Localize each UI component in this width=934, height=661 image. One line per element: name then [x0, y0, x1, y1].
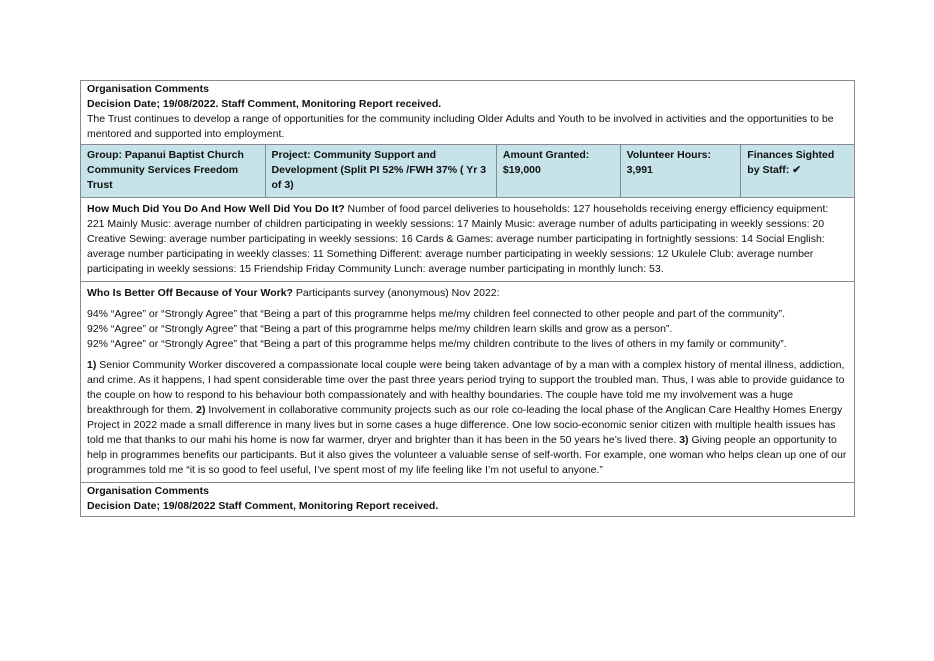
organisation-comments-footer [81, 483, 854, 516]
survey-stat: 94% “Agree” or “Strongly Agree” that “Being a part of this programme helps me/my children feel connected to other people and part of the community”. [87, 308, 786, 320]
story-text: Senior Community Worker discovered a compassionate local couple were being taken advantage of by a man with a complex history of mental illness, addiction, and crime. As it happens, I had spent considerable time over the past three years period trying to support the troubled man. Thus, I was able to provide guidance to the couple on how to respond to his behaviour both compassionately and with healthy boundaries. The couple have told me my involvement was a huge breakthrough for them. [87, 359, 845, 416]
story-text: Giving people an opportunity to help in programmes benefits our participants. But it also gives the volunteer a valuable sense of self-worth. For example, one woman who helps clean up one of our programmes told me “it is so good to feel useful, I’ve spent most of my life feeling like I’m not useful to anyone.” [87, 434, 847, 476]
amount-granted-cell: Amount Granted: $19,000 [497, 145, 621, 197]
decision-line: Decision Date; 19/08/2022 Staff Comment, Monitoring Report received. [87, 500, 439, 512]
better-off-intro-line [87, 286, 848, 301]
section-title: Organisation Comments [87, 83, 209, 95]
section-title: Organisation Comments [87, 485, 209, 497]
better-off-section [81, 282, 854, 483]
how-much-body: Number of food parcel deliveries to households: 127 households receiving energy efficiency equipment: 221 Mainly Music: average number of children participating in weekly sessions: 17 Mainly Music: average number of adults participating in weekly sessions: 20 Creative Sewing: average number participating in weekly sessions: 16 Cards & Games: average number participating in fortnightly sessions: 14 Social English: average number participating in weekly classes: 11 Something Different: average number participating in weekly sessions: 12 Ukulele Club: average number participating in weekly sessions: 15 Friendship Friday Community Lunch: average number participating in monthly lunch: 53. [87, 203, 829, 275]
story-text: Involvement in collaborative community projects such as our role co-leading the local phase of the Anglican Care Healthy Homes Energy Project in 2022 made a small difference in many lives but in some cases a huge difference. One low socio-economic senior citizen with multiple health issues has told me that thanks to our mahi his home is now far warmer, dryer and brighter than it has been in the 50 years he’s lived there. [87, 404, 843, 446]
decision-line: Decision Date; 19/08/2022. Staff Comment, Monitoring Report received. [87, 98, 442, 110]
better-off-heading: Who Is Better Off Because of Your Work? [87, 287, 293, 299]
group-cell: Group: Papanui Baptist Church Community Services Freedom Trust [81, 145, 266, 197]
survey-stat: 92% “Agree” or “Strongly Agree” that “Being a part of this programme helps me/my children learn skills and grow as a person”. [87, 323, 673, 335]
survey-stat: 92% “Agree” or “Strongly Agree” that “Being a part of this programme helps me/my children contribute to the lives of others in my family or community”. [87, 338, 787, 350]
how-much-heading: How Much Did You Do And How Well Did You Do It? [87, 203, 345, 215]
volunteer-hours-cell: Volunteer Hours: 3,991 [621, 145, 742, 197]
how-much-paragraph [87, 202, 848, 277]
how-much-section [81, 198, 854, 282]
organisation-comments-section [81, 81, 854, 145]
grant-summary-row [81, 145, 854, 198]
report-document [80, 80, 855, 517]
stories-paragraph [87, 358, 848, 478]
comment-text: The Trust continues to develop a range of opportunities for the community including Older Adults and Youth to be involved in activities and the opportunities to be mentored and supported into employment. [87, 113, 834, 140]
story-number: 3) [679, 434, 689, 446]
story-number: 2) [196, 404, 206, 416]
survey-intro: Participants survey (anonymous) Nov 2022: [292, 287, 500, 299]
finances-sighted-cell: Finances Sighted by Staff: ✔ [747, 149, 835, 176]
story-number: 1) [87, 359, 97, 371]
project-cell: Project: Community Support and Development (Split PI 52% /FWH 37% ( Yr 3 of 3) [266, 145, 497, 197]
